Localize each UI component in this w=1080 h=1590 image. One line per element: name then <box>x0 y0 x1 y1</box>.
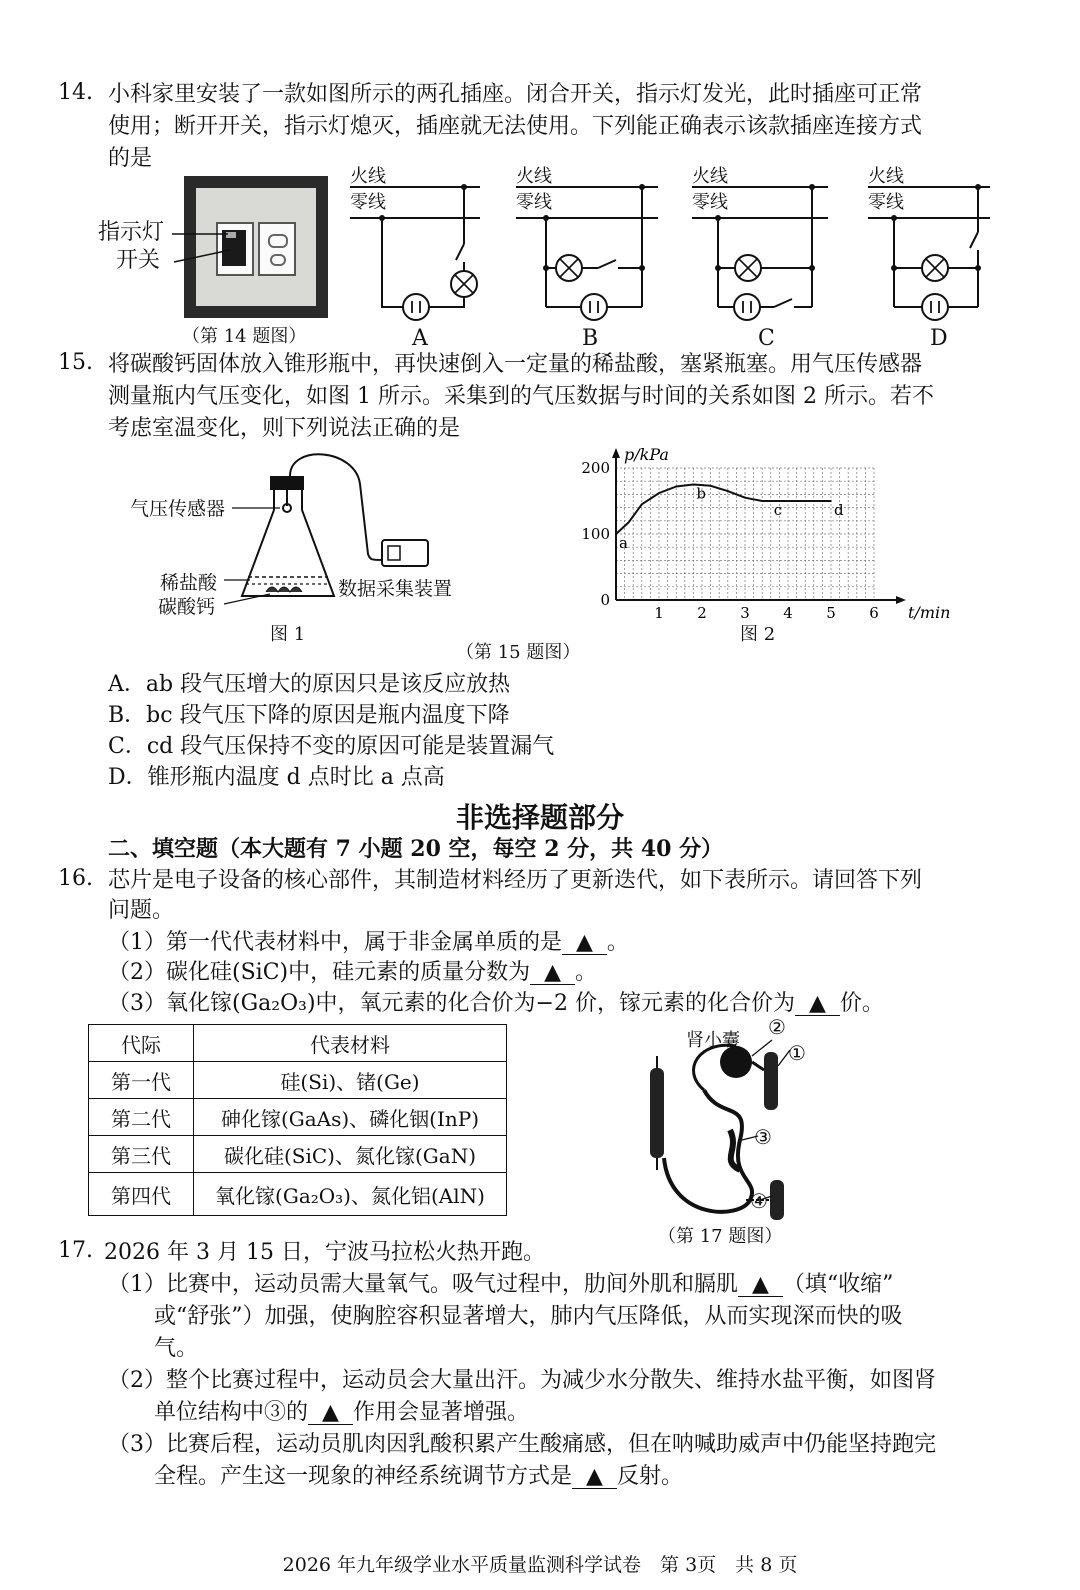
q15-line-2: 测量瓶内气压变化，如图 1 所示。采集到的气压数据与时间的关系如图 2 所示。若不 <box>108 384 934 409</box>
circuit-b-neutral-label: 零线 <box>516 192 552 213</box>
y-axis-arrow <box>612 448 620 458</box>
q17-part-3-line-1: （3）比赛后程，运动员肌肉因乳酸积累产生酸痛感，但在呐喊助威声中仍能坚持跑完 <box>108 1432 936 1457</box>
q17-number: 17. <box>58 1238 93 1263</box>
q17-part-2-line-2 <box>154 1398 529 1428</box>
q14-line-3: 的是 <box>108 146 153 171</box>
label-calcium-carbonate: 碳酸钙 <box>158 596 216 618</box>
q17-part-1-line-2: 或“舒张”）加强，使胸腔容积显著增大，肺内气压降低，从而实现深而快的吸 <box>154 1304 903 1329</box>
q14-caption: （第 14 题图） <box>182 326 307 347</box>
chart-axes <box>612 445 950 622</box>
q15-number: 15. <box>58 350 93 375</box>
option-b-label: B <box>582 326 599 351</box>
label-pressure-sensor: 气压传感器 <box>130 498 226 520</box>
x-axis-arrow <box>896 596 906 604</box>
section-subtitle <box>108 834 723 865</box>
x-tick-label: 4 <box>783 604 793 622</box>
table-cell: 第四代 <box>89 1173 194 1216</box>
table-header-material: 代表材料 <box>194 1025 507 1062</box>
marker-1: ① <box>788 1041 806 1065</box>
figure-2-caption: 图 2 <box>740 624 776 645</box>
option-a-label: A <box>412 326 428 351</box>
q14-line-1: 小科家里安装了一款如图所示的两孔插座。闭合开关，指示灯发光，此时插座可正常 <box>108 82 923 107</box>
data-point <box>693 484 695 486</box>
section-title: 非选择题部分 <box>455 801 624 834</box>
q15-choice-d: D．锥形瓶内温度 d 点时比 a 点高 <box>108 765 445 790</box>
q17-part-1-text: （1）比赛中，运动员需大量氧气。吸气过程中，肋间外肌和膈肌 <box>108 1272 738 1297</box>
circuit-d <box>864 162 1024 352</box>
data-point <box>813 500 815 502</box>
x-tick-label: 3 <box>740 604 750 622</box>
label-dilute-hcl: 稀盐酸 <box>160 572 218 594</box>
chart-series <box>615 484 832 535</box>
x-tick-label: 2 <box>697 604 707 622</box>
circuit-a-wiring <box>346 162 506 322</box>
q14-number: 14. <box>58 80 93 105</box>
marker-4: ④ <box>750 1189 768 1213</box>
option-c-label: C <box>758 326 775 351</box>
q14-line-2: 使用；断开开关，指示灯熄灭，插座就无法使用。下列能正确表示该款插座连接方式 <box>108 114 923 139</box>
q15-choice-c: C．cd 段气压保持不变的原因可能是装置漏气 <box>108 734 555 759</box>
annotation-c: c <box>773 501 783 519</box>
annotation-b: b <box>696 484 707 503</box>
outlet-hole-bottom <box>270 254 286 266</box>
q16-line-1: 芯片是电子设备的核心部件，其制造材料经历了更新迭代，如下表所示。请回答下列 <box>108 868 923 893</box>
q17-part-1-hint: （填“收缩” <box>782 1272 894 1297</box>
table-cell: 第一代 <box>89 1062 194 1099</box>
circuit-c-wiring <box>688 162 848 322</box>
data-point <box>830 500 832 502</box>
q17-part-1-line-1 <box>108 1270 893 1300</box>
data-point <box>727 490 729 492</box>
q15-choice-a: A．ab 段气压增大的原因只是该反应放热 <box>108 672 511 697</box>
q16-part-3-blank[interactable]: ▲ <box>795 993 840 1016</box>
y-tick-label: 200 <box>581 459 610 477</box>
q16-number: 16. <box>58 866 93 891</box>
y-tick-label: 100 <box>581 525 610 543</box>
table-cell: 碳化硅(SiC)、氮化镓(GaN) <box>194 1136 507 1173</box>
q17-caption: （第 17 题图） <box>658 1226 783 1247</box>
series-line-pressure <box>616 485 831 535</box>
table-cell: 氧化镓(Ga₂O₃)、氮化铝(AlN) <box>194 1173 507 1216</box>
data-point <box>658 492 660 494</box>
y-axis-label: p/kPa <box>624 445 669 464</box>
data-point <box>761 500 763 502</box>
data-point <box>710 485 712 487</box>
q16-part-3-end: 价。 <box>839 991 884 1016</box>
q16-line-2: 问题。 <box>108 898 175 923</box>
q17-part-3-line-2 <box>154 1462 683 1492</box>
table-cell: 砷化镓(GaAs)、磷化铟(InP) <box>194 1099 507 1136</box>
q15-line-1: 将碳酸钙固体放入锥形瓶中，再快速倒入一定量的稀盐酸，塞紧瓶塞。用气压传感器 <box>108 352 923 377</box>
q16-part-2-blank[interactable]: ▲ <box>530 962 575 985</box>
q16-part-1 <box>108 928 629 958</box>
circuit-d-wiring <box>864 162 1024 322</box>
circuit-c-live-label: 火线 <box>692 166 728 187</box>
data-point <box>615 533 617 535</box>
data-point <box>744 497 746 499</box>
table-row <box>89 1099 507 1136</box>
figure-1-caption: 图 1 <box>270 624 306 645</box>
q17-part-3-blank[interactable]: ▲ <box>572 1466 617 1489</box>
circuit-d-live-label: 火线 <box>868 166 904 187</box>
annotation-d: d <box>834 501 844 519</box>
x-tick-label: 6 <box>869 604 879 622</box>
q17-part-1-line-3: 气。 <box>154 1336 199 1361</box>
table-header-generation: 代际 <box>89 1025 194 1062</box>
outlet-holes <box>258 222 296 276</box>
table-cell: 硅(Si)、锗(Ge) <box>194 1062 507 1099</box>
q16-part-2 <box>108 958 597 988</box>
circuit-a <box>346 162 506 352</box>
q16-part-3-text: （3）氧化镓(Ga₂O₃)中，氧元素的化合价为−2 价，镓元素的化合价为 <box>108 991 795 1016</box>
outlet-hole-top <box>268 234 288 248</box>
label-renal-capsule: 肾小囊 <box>686 1030 740 1051</box>
table-row <box>89 1173 507 1216</box>
circuit-c <box>688 162 848 352</box>
q16-part-1-end: 。 <box>606 930 629 955</box>
marker-2: ② <box>768 1015 786 1039</box>
circuit-b-live-label: 火线 <box>516 166 552 187</box>
circuit-a-neutral-label: 零线 <box>350 192 386 213</box>
q16-part-2-end: 。 <box>575 960 598 985</box>
photo-label-leaders <box>160 220 240 270</box>
pressure-time-chart <box>570 444 950 624</box>
label-data-collector: 数据采集装置 <box>338 578 453 600</box>
q15-figure-1 <box>120 444 500 654</box>
q17-part-2-line-1: （2）整个比赛过程中，运动员会大量出汗。为减少水分散失、维持水盐平衡，如图肾 <box>108 1368 936 1393</box>
nephron-figure <box>640 1010 840 1230</box>
q15-choice-b: B．bc 段气压下降的原因是瓶内温度下降 <box>108 703 510 728</box>
q17-part-2-text: 单位结构中③的 <box>154 1400 309 1425</box>
data-point <box>641 504 643 506</box>
x-tick-label: 1 <box>654 604 664 622</box>
q15-caption: （第 15 题图） <box>456 642 581 663</box>
q17-intro: 2026 年 3 月 15 日，宁波马拉松火热开跑。 <box>104 1240 545 1265</box>
q17-part-1-blank[interactable]: ▲ <box>738 1274 783 1297</box>
q17-part-3-text: 全程。产生这一现象的神经系统调节方式是 <box>154 1464 573 1489</box>
circuit-d-neutral-label: 零线 <box>868 192 904 213</box>
circuit-b-wiring <box>512 162 672 322</box>
data-point <box>675 486 677 488</box>
circuit-b <box>512 162 672 352</box>
table-header-row <box>89 1025 507 1062</box>
q15-line-3: 考虑室温变化，则下列说法正确的是 <box>108 416 461 441</box>
q17-part-2-end: 作用会显著增强。 <box>352 1400 529 1425</box>
q16-part-1-blank[interactable]: ▲ <box>562 932 607 955</box>
label-switch: 开关 <box>116 248 161 273</box>
q14-circuits <box>346 162 990 352</box>
materials-table <box>88 1024 507 1216</box>
annotation-a: a <box>619 534 628 552</box>
table-cell: 第三代 <box>89 1136 194 1173</box>
circuit-c-neutral-label: 零线 <box>692 192 728 213</box>
page-footer: 2026 年九年级学业水平质量监测科学试卷 第 3页 共 8 页 <box>282 1554 798 1576</box>
chart-grid <box>616 468 874 600</box>
q16-part-1-text: （1）第一代代表材料中，属于非金属单质的是 <box>108 930 562 955</box>
nephron-drawing <box>640 1010 840 1230</box>
marker-3: ③ <box>754 1125 772 1149</box>
y-tick-label: 0 <box>600 591 610 609</box>
q17-part-2-blank[interactable]: ▲ <box>308 1402 353 1425</box>
data-point <box>628 521 630 523</box>
q15-figure-2 <box>570 444 950 654</box>
option-d-label: D <box>930 326 948 351</box>
section-subtitle-text: 二、填空题（本大题有 7 小题 20 空，每空 2 分，共 40 分） <box>108 836 724 862</box>
label-indicator-lamp: 指示灯 <box>98 220 165 245</box>
data-point <box>796 500 798 502</box>
x-axis-label: t/min <box>908 603 950 622</box>
circuit-a-live-label: 火线 <box>350 166 386 187</box>
table-row <box>89 1062 507 1099</box>
q16-part-2-text: （2）碳化硅(SiC)中，硅元素的质量分数为 <box>108 960 531 985</box>
q17-part-3-end: 反射。 <box>616 1464 683 1489</box>
table-row <box>89 1136 507 1173</box>
x-tick-label: 5 <box>826 604 836 622</box>
table-cell: 第二代 <box>89 1099 194 1136</box>
